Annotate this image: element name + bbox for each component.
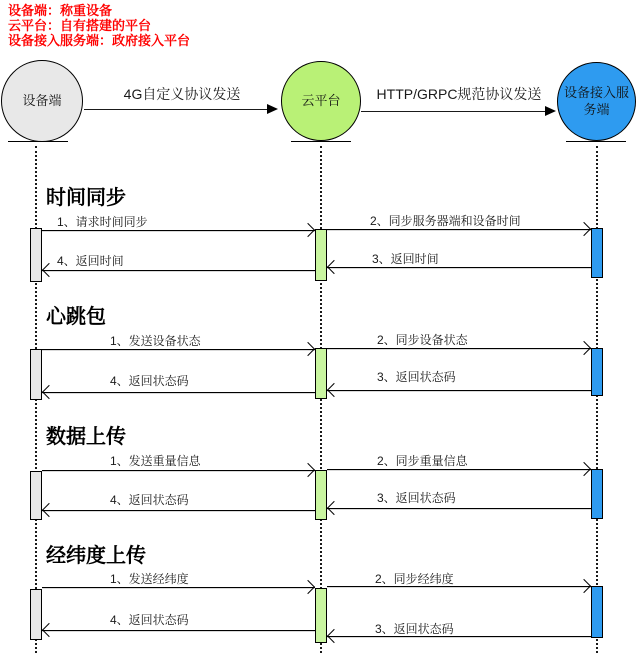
message-label: 3、返回状态码	[377, 491, 456, 505]
message-label: 4、返回时间	[57, 254, 124, 268]
open-arrowhead-icon	[327, 383, 341, 397]
message-label: 1、请求时间同步	[57, 215, 148, 229]
legend	[8, 3, 190, 48]
message-label: 3、返回时间	[372, 252, 439, 266]
cloud-activation-bar	[315, 470, 327, 520]
message-label: 3、返回状态码	[377, 370, 456, 384]
message-line	[327, 508, 591, 509]
cloud-activation-bar	[315, 588, 327, 643]
message-line	[327, 586, 591, 587]
open-arrowhead-icon	[42, 385, 56, 399]
open-arrowhead-icon	[327, 629, 341, 643]
message-line	[42, 349, 315, 350]
cloud-ground-line	[291, 141, 351, 142]
service-actor-label: 设备接入服务端	[563, 84, 629, 117]
device-actor-label: 设备端	[22, 92, 62, 108]
legend-line-service: 设备接入服务端：政府接入平台	[8, 33, 191, 48]
message-line	[327, 390, 591, 391]
device-activation-bar	[30, 471, 42, 520]
service-activation-bar	[591, 228, 603, 278]
message-label: 4、返回状态码	[110, 374, 189, 388]
open-arrowhead-icon	[577, 579, 591, 593]
link-line-http	[361, 111, 546, 112]
arrowhead-icon	[545, 106, 556, 116]
message-label: 4、返回状态码	[110, 613, 189, 627]
open-arrowhead-icon	[42, 623, 56, 637]
message-line	[327, 469, 591, 470]
service-ground-line	[566, 141, 626, 142]
section-title: 心跳包	[46, 306, 106, 328]
message-label: 2、同步设备状态	[377, 333, 468, 347]
device-activation-bar	[30, 589, 42, 640]
open-arrowhead-icon	[301, 342, 315, 356]
service-activation-bar	[591, 348, 603, 396]
section-title: 时间同步	[46, 187, 126, 209]
cloud-actor-label: 云平台	[301, 92, 341, 108]
message-label: 3、返回状态码	[375, 622, 454, 636]
cloud-lifeline	[320, 146, 322, 653]
message-label: 2、同步服务器端和设备时间	[370, 214, 521, 228]
message-label: 1、发送经纬度	[110, 572, 189, 586]
device-ground-line	[8, 141, 68, 142]
open-arrowhead-icon	[42, 263, 56, 277]
message-label: 2、同步经纬度	[375, 572, 454, 586]
device-activation-bar	[30, 349, 42, 400]
cloud-actor-circle	[281, 61, 361, 141]
open-arrowhead-icon	[327, 501, 341, 515]
message-line	[327, 348, 591, 349]
message-label: 1、发送设备状态	[110, 334, 201, 348]
message-line	[42, 270, 315, 271]
arrowhead-icon	[267, 104, 278, 114]
device-actor-circle	[1, 60, 83, 142]
message-line	[327, 636, 591, 637]
message-label: 2、同步重量信息	[377, 454, 468, 468]
message-label: 1、发送重量信息	[110, 454, 201, 468]
open-arrowhead-icon	[42, 503, 56, 517]
service-activation-bar	[591, 469, 603, 519]
section-title: 经纬度上传	[46, 545, 146, 567]
message-line	[42, 230, 315, 231]
open-arrowhead-icon	[577, 462, 591, 476]
open-arrowhead-icon	[577, 341, 591, 355]
legend-line-cloud: 云平台：自有搭建的平台	[8, 18, 152, 33]
message-line	[42, 510, 315, 511]
open-arrowhead-icon	[301, 580, 315, 594]
open-arrowhead-icon	[327, 260, 341, 274]
message-line	[327, 267, 591, 268]
message-line	[42, 630, 315, 631]
service-lifeline	[596, 146, 598, 653]
section-title: 数据上传	[46, 426, 126, 448]
open-arrowhead-icon	[577, 222, 591, 236]
open-arrowhead-icon	[301, 463, 315, 477]
cloud-activation-bar	[315, 229, 327, 281]
device-activation-bar	[30, 228, 42, 282]
service-actor-circle	[557, 62, 636, 141]
open-arrowhead-icon	[301, 223, 315, 237]
message-line	[42, 392, 315, 393]
message-label: 4、返回状态码	[110, 493, 189, 507]
link-line-4g	[84, 109, 268, 110]
service-activation-bar	[591, 586, 603, 638]
message-line	[42, 470, 315, 471]
link-label-4g: 4G自定义协议发送	[123, 86, 241, 102]
message-line	[327, 229, 591, 230]
message-line	[42, 587, 315, 588]
legend-line-device: 设备端：称重设备	[8, 3, 113, 18]
link-label-http: HTTP/GRPC规范协议发送	[376, 86, 542, 102]
cloud-activation-bar	[315, 348, 327, 399]
